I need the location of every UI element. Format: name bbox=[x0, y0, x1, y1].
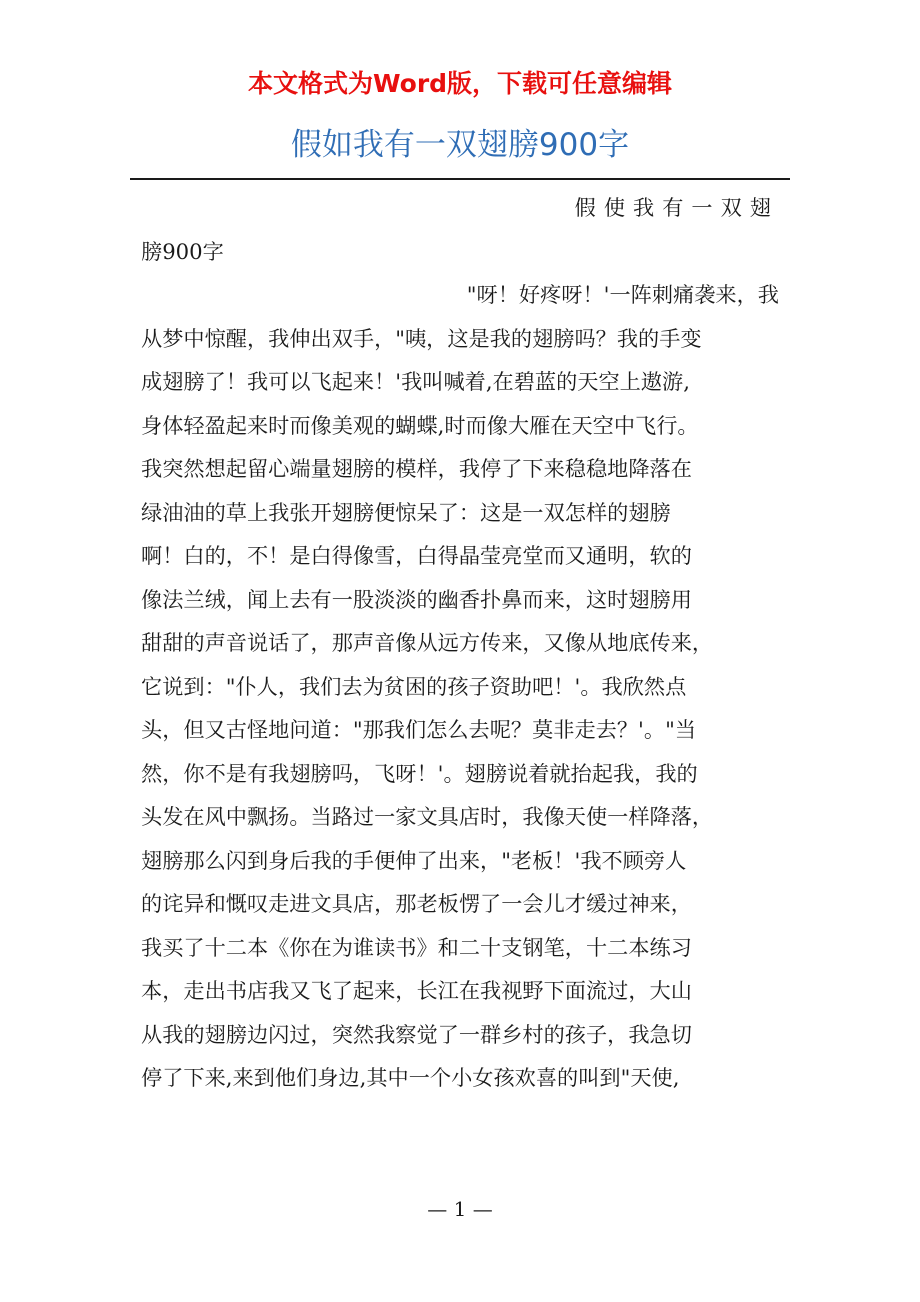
essay-line: 我买了十二本《你在为谁读书》和二十支钢笔，十二本练习 bbox=[141, 934, 692, 960]
essay-line: 然，你不是有我翅膀吗，飞呀！'。翅膀说着就抬起我，我的 bbox=[141, 760, 698, 786]
page-number: — 1 — bbox=[427, 1197, 493, 1221]
header-divider bbox=[130, 178, 790, 180]
essay-line: 甜甜的声音说话了，那声音像从远方传来，又像从地底传来， bbox=[141, 630, 714, 655]
essay-line: 头，但又古怪地问道："那我们怎么去呢？莫非走去？'。"当 bbox=[141, 717, 697, 742]
essay-line: 成翅膀了！我可以飞起来！'我叫喊着,在碧蓝的天空上遨游, bbox=[141, 369, 690, 394]
essay-body bbox=[141, 186, 779, 1100]
essay-line: 翅膀那么闪到身后我的手便伸了出来，"老板！'我不顾旁人 bbox=[141, 847, 687, 873]
essay-line: 从我的翅膀边闪过，突然我察觉了一群乡村的孩子，我急切 bbox=[141, 1021, 692, 1047]
essay-line: 像法兰绒，闻上去有一股淡淡的幽香扑鼻而来，这时翅膀用 bbox=[141, 586, 692, 612]
essay-line: 膀900字 bbox=[141, 238, 224, 264]
essay-line: 从梦中惊醒，我伸出双手，"咦，这是我的翅膀吗？我的手变 bbox=[141, 325, 702, 351]
essay-line: 假使我有一双翅 bbox=[574, 195, 779, 220]
essay-line: 本，走出书店我又飞了起来，长江在我视野下面流过，大山 bbox=[141, 978, 692, 1003]
essay-line: 绿油油的草上我张开翅膀便惊呆了：这是一双怎样的翅膀 bbox=[141, 499, 671, 525]
essay-line: 的诧异和慨叹走进文具店，那老板愣了一会儿才缓过神来， bbox=[141, 891, 692, 916]
essay-line: 它说到："仆人，我们去为贫困的孩子资助吧！'。我欣然点 bbox=[141, 673, 687, 699]
essay-line: 我突然想起留心端量翅膀的模样，我停了下来稳稳地降落在 bbox=[141, 456, 692, 481]
essay-line: 身体轻盈起来时而像美观的蝴蝶,时而像大雁在天空中飞行。 bbox=[141, 412, 699, 438]
essay-line: "呀！好疼呀！'一阵刺痛袭来，我 bbox=[466, 282, 779, 307]
essay-line: 头发在风中飘扬。当路过一家文具店时，我像天使一样降落， bbox=[141, 804, 714, 829]
download-banner: 本文格式为Word版，下载可任意编辑 bbox=[247, 69, 673, 98]
essay-line: 啊！白的，不！是白得像雪，白得晶莹亮堂而又通明，软的 bbox=[141, 543, 692, 568]
document-title: 假如我有一双翅膀900字 bbox=[290, 127, 630, 163]
essay-line: 停了下来,来到他们身边,其中一个小女孩欢喜的叫到"天使, bbox=[141, 1065, 680, 1090]
